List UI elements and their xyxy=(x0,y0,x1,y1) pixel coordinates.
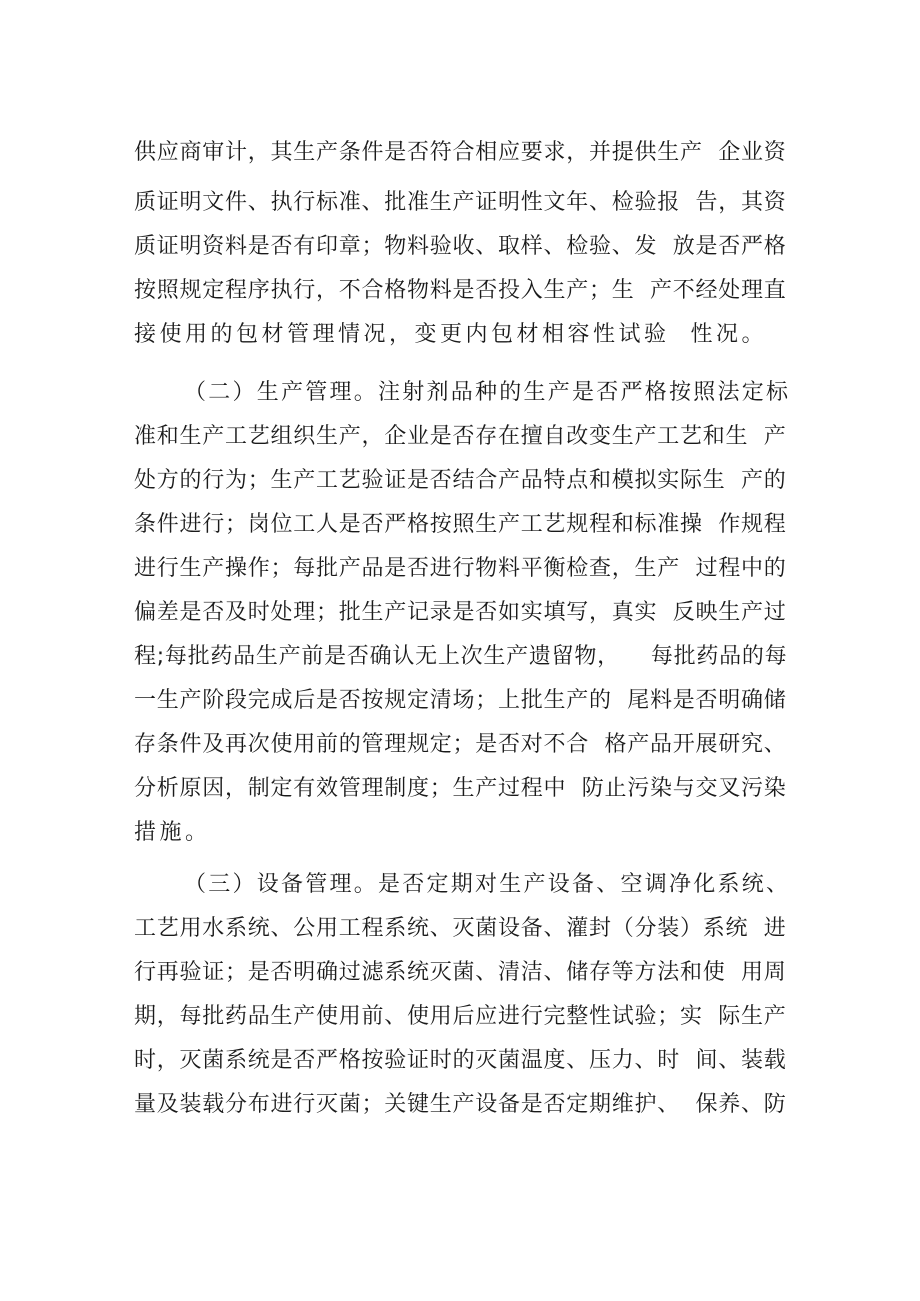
paragraph-1-line-5: 接使用的包材管理情况，变更内包材相容性试验 性况。 xyxy=(134,322,767,347)
paragraph-2-line-5: 进行生产操作；每批产品是否进行物料平衡检查，生产 过程中的 xyxy=(134,556,787,581)
paragraph-3-line-4: 期，每批药品生产使用前、使用后应进行完整性试验；实 际生产 xyxy=(134,1004,787,1029)
paragraph-2-line-4: 条件进行；岗位工人是否严格按照生产工艺规程和标准操 作规程 xyxy=(134,512,787,537)
paragraph-1-line-4: 按照规定程序执行，不合格物料是否投入生产；生 产不经处理直 xyxy=(134,278,787,303)
paragraph-2-line-10: 分析原因，制定有效管理制度；生产过程中 防止污染与交叉污染 xyxy=(134,776,787,801)
paragraph-1-line-1: 供应商审计，其生产条件是否符合相应要求，并提供生产 企业资 xyxy=(134,140,787,165)
paragraph-2-line-7: 程;每批药品生产前是否确认无上次生产遗留物， 每批药品的每 xyxy=(134,644,788,669)
paragraph-2-line-11: 措施。 xyxy=(134,820,211,845)
paragraph-2-line-1: （二）生产管理。注射剂品种的生产是否严格按照法定标 xyxy=(184,380,791,405)
paragraph-3-line-3: 行再验证；是否明确过滤系统灭菌、清洁、储存等方法和使 用周 xyxy=(134,960,787,985)
paragraph-2-line-2: 准和生产工艺组织生产，企业是否存在擅自改变生产工艺和生 产 xyxy=(134,424,787,449)
paragraph-2-line-9: 存条件及再次使用前的管理规定；是否对不合 格产品开展研究、 xyxy=(134,732,787,757)
paragraph-2-line-6: 偏差是否及时处理；批生产记录是否如实填写，真实 反映生产过 xyxy=(134,600,787,625)
paragraph-1-line-2: 质证明文件、执行标准、批准生产证明性文年、检验报 告，其资 xyxy=(134,190,787,215)
paragraph-3-line-1: （三）设备管理。是否定期对生产设备、空调净化系统、 xyxy=(184,872,791,897)
paragraph-2-line-3: 处方的行为；生产工艺验证是否结合产品特点和模拟实际生 产的 xyxy=(134,468,787,493)
paragraph-3-line-6: 量及装载分布进行灭菌；关键生产设备是否定期维护、 保养、防 xyxy=(134,1092,787,1117)
paragraph-3-line-2: 工艺用水系统、公用工程系统、灭菌设备、灌封（分装）系统 进 xyxy=(134,916,787,941)
paragraph-3-line-5: 时，灭菌系统是否严格按验证时的灭菌温度、压力、时 间、装载 xyxy=(134,1048,787,1073)
paragraph-1-line-3: 质证明资料是否有印章；物料验收、取样、检验、发 放是否严格 xyxy=(134,234,787,259)
paragraph-2-line-8: 一生产阶段完成后是否按规定清场；上批生产的 尾料是否明确储 xyxy=(134,688,787,713)
